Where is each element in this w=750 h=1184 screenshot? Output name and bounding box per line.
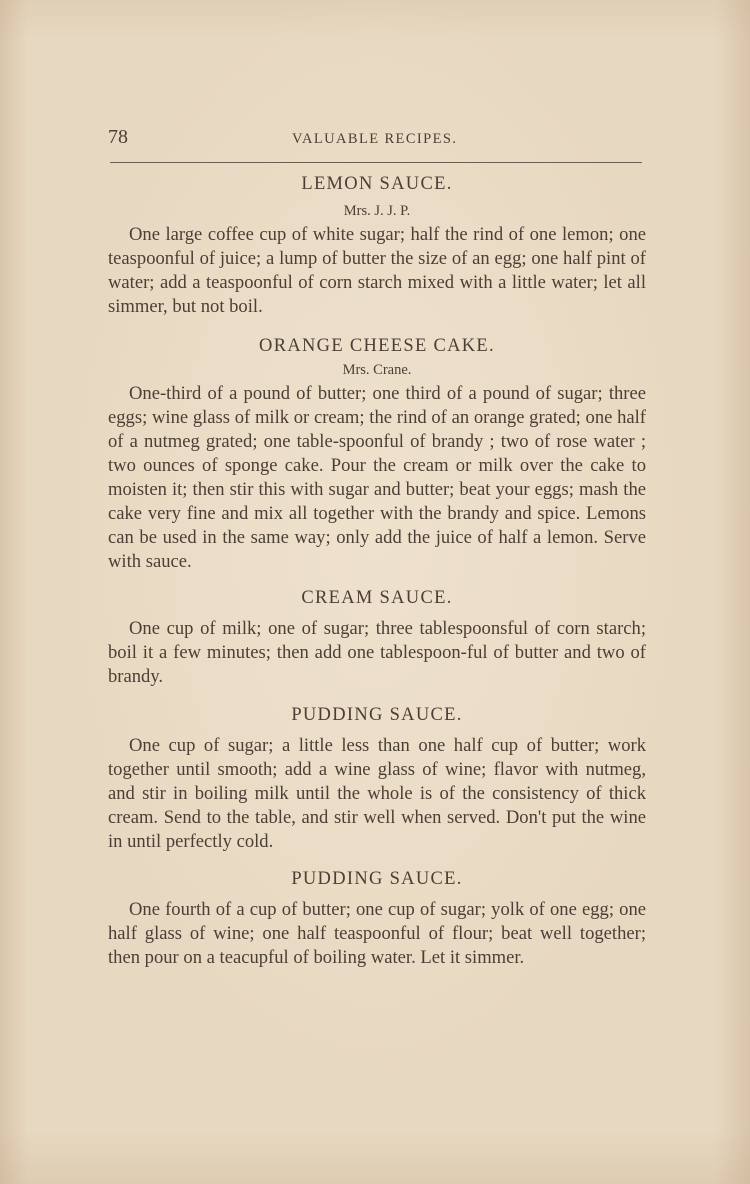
- recipe-text: One cup of milk; one of sugar; three tablespoonsful of corn starch; boil it a few minutes; then add one tablespoon-ful of butter and two of brandy.: [108, 618, 646, 687]
- recipe-text: One cup of sugar; a little less than one half cup of butter; work together until smooth; add a wine glass of wine; flavor with nutmeg, and stir in boiling milk until the whole is of the consistency of thick cream. Send to the table, and stir well when served. Don't put the wine in until perfectly cold.: [108, 735, 646, 852]
- page-header: [108, 126, 642, 154]
- recipe-title: LEMON SAUCE.: [301, 174, 453, 194]
- page-number: 78: [108, 126, 128, 148]
- recipe-title: PUDDING SAUCE.: [291, 705, 463, 725]
- recipe-title: ORANGE CHEESE CAKE.: [259, 336, 495, 356]
- recipe-pudding-sauce-1: [108, 705, 646, 854]
- page-content: [108, 174, 646, 970]
- recipe-cream-sauce: [108, 588, 646, 689]
- recipe-title: CREAM SAUCE.: [301, 588, 453, 608]
- header-rule: [110, 162, 642, 163]
- recipe-title: PUDDING SAUCE.: [291, 869, 463, 889]
- recipe-orange-cheese-cake: [108, 336, 646, 574]
- recipe-author: Mrs. Crane.: [342, 362, 412, 378]
- recipe-text: One fourth of a cup of butter; one cup of sugar; yolk of one egg; one half glass of wine; one half teaspoonful of flour; beat well together; then pour on a teacupful of boiling water. Let it simmer.: [108, 899, 646, 968]
- recipe-text: One large coffee cup of white sugar; half the rind of one lemon; one teaspoonful of juice; a lump of butter the size of an egg; one half pint of water; add a teaspoonful of corn starch mixed with a little water; let all simmer, but not boil.: [108, 224, 646, 317]
- recipe-text: One-third of a pound of butter; one third of a pound of sugar; three eggs; wine glass of milk or cream; the rind of an orange grated; one half of a nutmeg grated; one table-spoonful of brandy ; two of rose water ; two ounces of sponge cake. Pour the cream or milk over the cake to moisten it; then stir this with sugar and butter; beat your eggs; mash the cake very fine and mix all together with the brandy and spice. Lemons can be used in the same way; only add the juice of half a lemon. Serve with sauce.: [108, 383, 646, 572]
- recipe-lemon-sauce: [108, 174, 646, 319]
- recipe-pudding-sauce-2: [108, 869, 646, 970]
- recipe-author: Mrs. J. J. P.: [343, 203, 411, 219]
- running-head: VALUABLE RECIPES.: [292, 131, 458, 147]
